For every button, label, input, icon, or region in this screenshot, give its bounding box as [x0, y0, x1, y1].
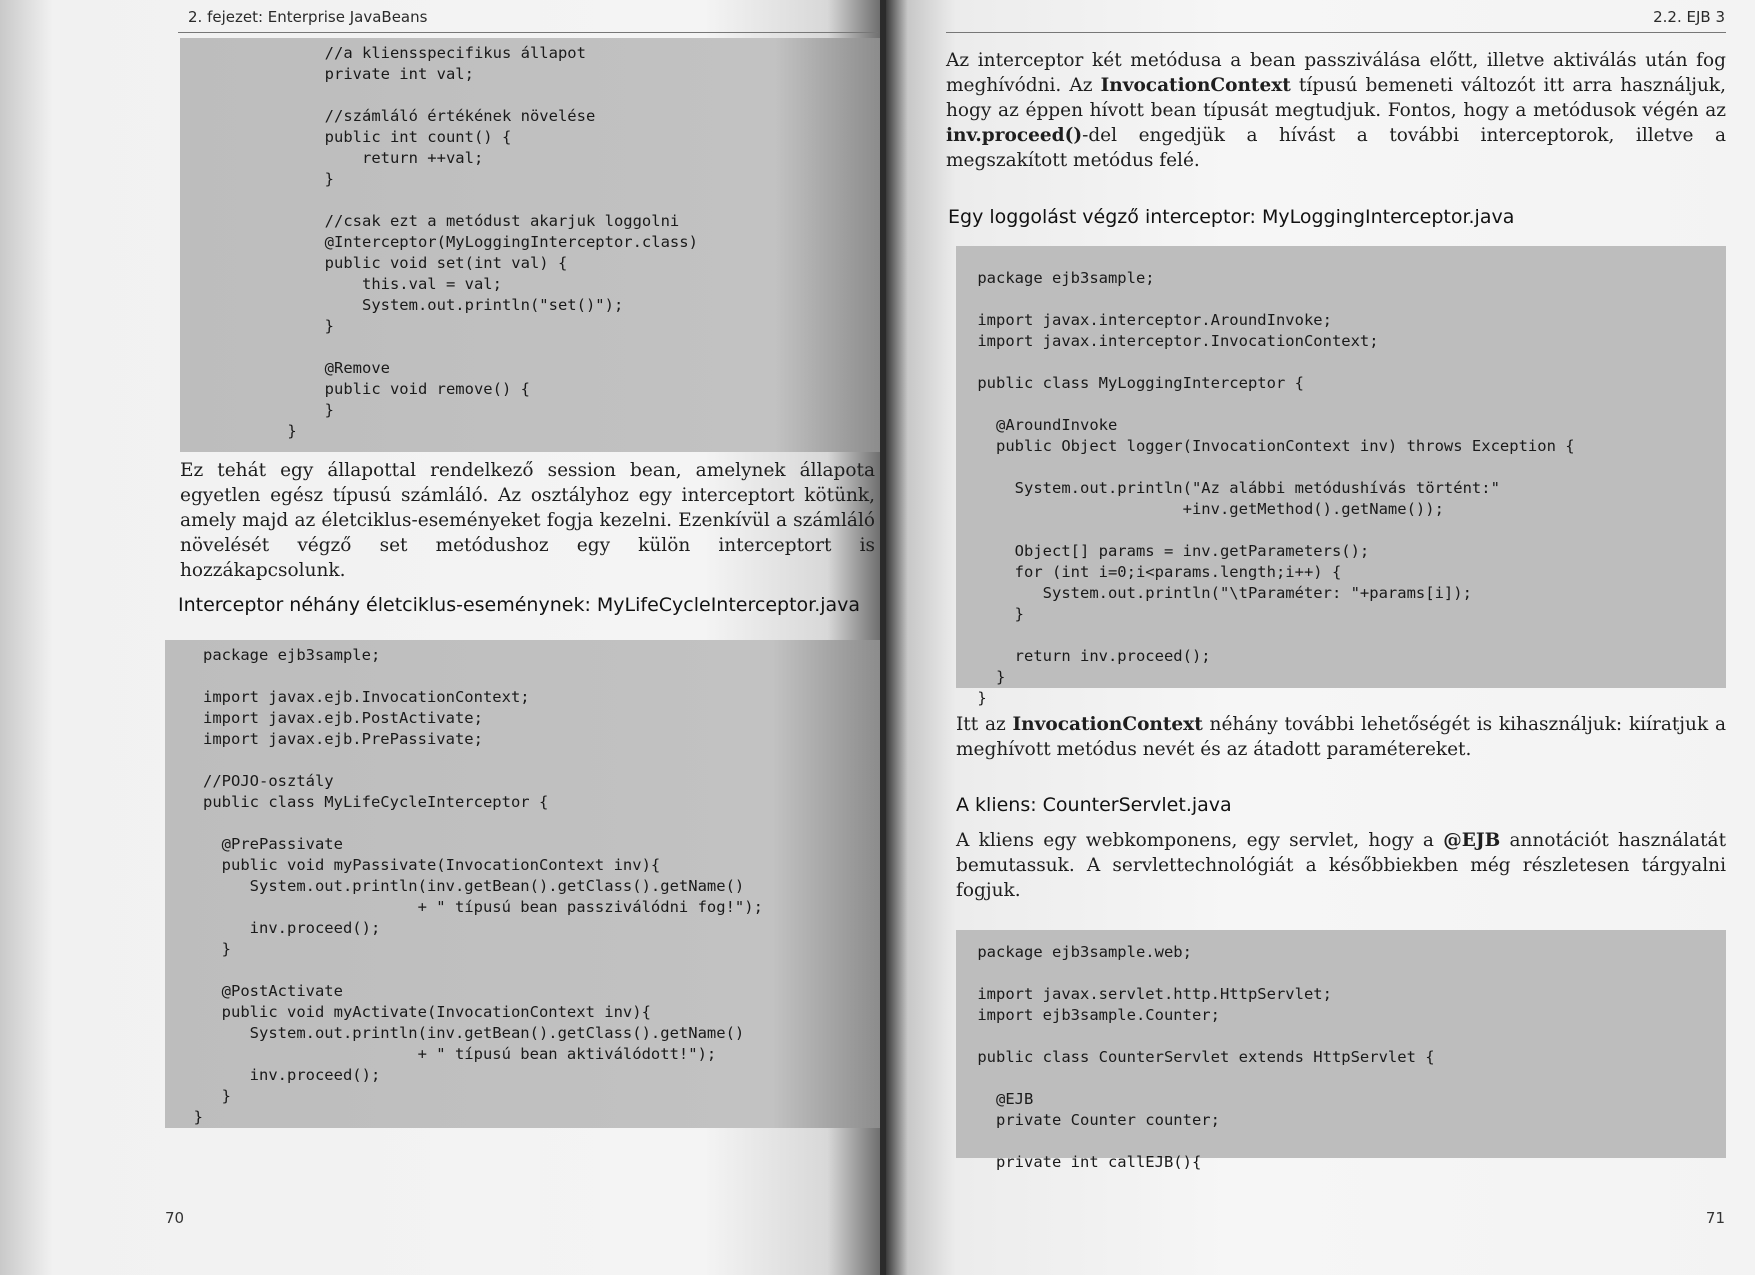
- code-line: import javax.servlet.http.HttpServlet;: [968, 985, 1332, 1003]
- code-line: for (int i=0;i<params.length;i++) {: [968, 563, 1342, 581]
- header-rule: [178, 32, 878, 33]
- code-line: import javax.ejb.InvocationContext;: [175, 688, 530, 706]
- code-line: import javax.interceptor.AroundInvoke;: [968, 311, 1332, 329]
- paragraph-client: A kliens egy webkomponens, egy servlet, hogy a @EJB annotációt használatát bemutassuk. A servlettechnológiát a későbbiekben még részletesen tárgyalni fogjuk.: [956, 830, 1727, 901]
- code-line: [968, 394, 1726, 415]
- code-line: System.out.println("Az alábbi metódushívás történt:": [968, 479, 1500, 497]
- code-line: //a kliensspecifikus állapot: [250, 44, 586, 62]
- code-line: @PrePassivate: [175, 835, 343, 853]
- code-line: System.out.println("\tParaméter: "+params[i]);: [968, 584, 1472, 602]
- code-line: [968, 1068, 1726, 1089]
- code-line: public class CounterServlet extends HttpServlet {: [968, 1048, 1435, 1066]
- code-line: this.val = val;: [250, 275, 502, 293]
- code-line: System.out.println(inv.getBean().getClass().getName(): [175, 877, 745, 895]
- code-line: [175, 666, 880, 687]
- code-line: //csak ezt a metódust akarjuk loggolni: [250, 212, 680, 230]
- code-line: }: [250, 401, 334, 419]
- code-line: public void set(int val) {: [250, 254, 568, 272]
- code-line: [968, 1131, 1726, 1152]
- code-line: private int val;: [250, 65, 474, 83]
- code-line: }: [175, 1108, 203, 1126]
- code-line: System.out.println("set()");: [250, 296, 624, 314]
- code-line: import javax.ejb.PostActivate;: [175, 709, 483, 727]
- code-line: public void myActivate(InvocationContext inv){: [175, 1003, 651, 1021]
- code-line: [250, 190, 880, 211]
- code-line: @AroundInvoke: [968, 416, 1118, 434]
- code-line: [968, 963, 1726, 984]
- code-block-counter-bean: [180, 38, 880, 452]
- code-line: + " típusú bean aktiválódott!");: [175, 1045, 717, 1063]
- paragraph-interceptor-intro: Az interceptor két metódusa a bean passziválása előtt, illetve aktiválás után fog meghívódni. Az InvocationContext típusú bemeneti változót itt arra használjuk, hogy az éppen hívott bean típusát megtudjuk. Fontos, hogy a metódusok végén az inv.proceed()-del engedjük a hívást a további interceptorok, illetve a megszakított metódus felé.: [946, 50, 1726, 171]
- code-line: [175, 960, 880, 981]
- page-number: 70: [165, 1209, 185, 1227]
- page-number: 71: [1705, 1209, 1725, 1227]
- code-line: Object[] params = inv.getParameters();: [968, 542, 1370, 560]
- code-line: [250, 337, 880, 358]
- code-line: }: [250, 170, 334, 188]
- code-line: //számláló értékének növelése: [250, 107, 596, 125]
- section-title-logging-interceptor: Egy loggolást végző interceptor: MyLoggingInterceptor.java: [948, 206, 1515, 228]
- right-page: [886, 0, 1755, 1275]
- code-line: [968, 457, 1726, 478]
- code-line: [968, 352, 1726, 373]
- code-line: import javax.ejb.PrePassivate;: [175, 730, 483, 748]
- code-line: import ejb3sample.Counter;: [968, 1006, 1220, 1024]
- code-line: [175, 750, 880, 771]
- code-line: //POJO-osztály: [175, 772, 334, 790]
- code-line: private int callEJB(){: [968, 1153, 1202, 1171]
- code-line: package ejb3sample;: [175, 646, 381, 664]
- code-line: [968, 289, 1726, 310]
- code-line: inv.proceed();: [175, 1066, 381, 1084]
- code-line: import javax.interceptor.InvocationContext;: [968, 332, 1379, 350]
- code-line: public Object logger(InvocationContext inv) throws Exception {: [968, 437, 1575, 455]
- code-line: }: [250, 317, 334, 335]
- code-line: }: [968, 605, 1024, 623]
- code-line: }: [250, 422, 297, 440]
- section-title-lifecycle-interceptor: Interceptor néhány életciklus-eseménynek: MyLifeCycleInterceptor.java: [178, 594, 861, 616]
- code-line: [175, 813, 880, 834]
- code-line: }: [968, 689, 987, 707]
- code-line: public class MyLoggingInterceptor {: [968, 374, 1304, 392]
- code-block-counter-servlet: [956, 930, 1726, 1171]
- code-block-logging-interceptor: [956, 246, 1726, 707]
- code-line: @Remove: [250, 359, 390, 377]
- code-line: return inv.proceed();: [968, 647, 1211, 665]
- code-line: return ++val;: [250, 149, 484, 167]
- code-line: [968, 1026, 1726, 1047]
- paragraph-session-bean: Ez tehát egy állapottal rendelkező session bean, amelynek állapota egyetlen egész típusú számláló. Az osztályhoz egy interceptort kötünk, amely majd az életciklus-eseményeket fogja kezelni. Ezenkívül a számláló növelését végző set metódushoz egy külön interceptort is hozzákapcsolunk.: [180, 460, 875, 581]
- code-line: }: [175, 940, 231, 958]
- code-line: @PostActivate: [175, 982, 343, 1000]
- code-line: @EJB: [968, 1090, 1034, 1108]
- running-head: 2.2. EJB 3: [1653, 8, 1725, 26]
- code-line: public int count() {: [250, 128, 512, 146]
- code-line: +inv.getMethod().getName());: [968, 500, 1444, 518]
- code-line: package ejb3sample;: [968, 269, 1155, 287]
- code-line: [968, 520, 1726, 541]
- code-block-lifecycle-interceptor: [165, 640, 880, 1128]
- code-line: private Counter counter;: [968, 1111, 1220, 1129]
- code-line: @Interceptor(MyLoggingInterceptor.class): [250, 233, 698, 251]
- code-line: package ejb3sample.web;: [968, 943, 1192, 961]
- code-line: }: [175, 1087, 231, 1105]
- code-line: System.out.println(inv.getBean().getClass().getName(): [175, 1024, 745, 1042]
- code-line: [250, 85, 880, 106]
- code-line: inv.proceed();: [175, 919, 381, 937]
- header-rule: [946, 32, 1726, 33]
- code-line: public class MyLifeCycleInterceptor {: [175, 793, 549, 811]
- section-title-client: A kliens: CounterServlet.java: [956, 794, 1232, 816]
- running-head: 2. fejezet: Enterprise JavaBeans: [188, 8, 428, 26]
- code-line: public void remove() {: [250, 380, 530, 398]
- code-line: [968, 625, 1726, 646]
- code-line: + " típusú bean passziválódni fog!");: [175, 898, 763, 916]
- paragraph-invocation-context: Itt az InvocationContext néhány további lehetőségét is kihasználjuk: kiíratjuk a meghívott metódus nevét és az átadott paramétereket.: [956, 714, 1726, 760]
- code-line: }: [968, 668, 1006, 686]
- code-line: public void myPassivate(InvocationContext inv){: [175, 856, 661, 874]
